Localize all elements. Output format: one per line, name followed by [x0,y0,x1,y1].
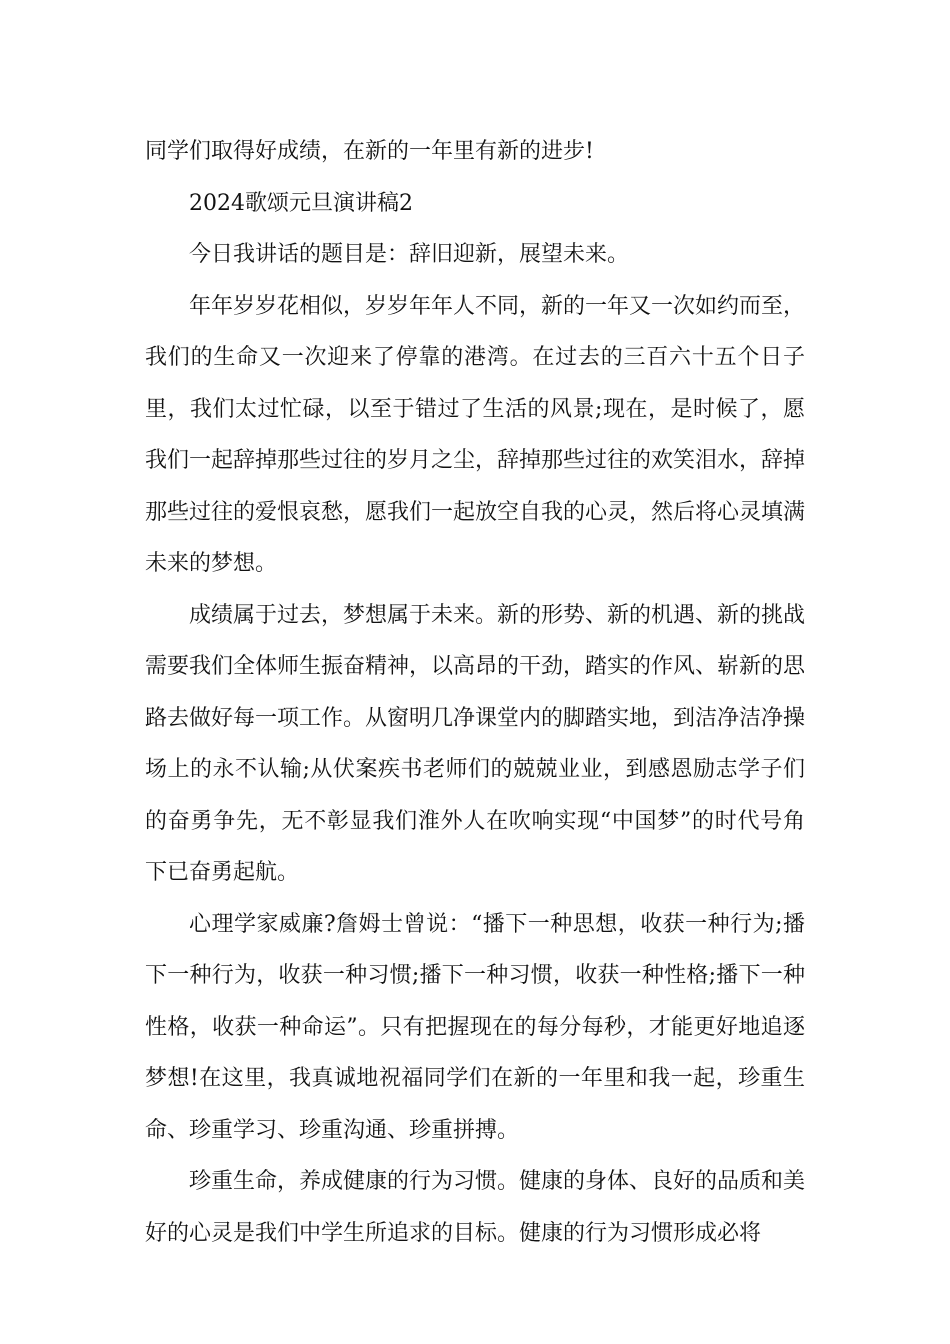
paragraph-topic: 今日我讲话的题目是：辞旧迎新，展望未来。 [189,242,630,267]
continuation-paragraph: 同学们取得好成绩，在新的一年里有新的进步! [145,139,594,164]
paragraph-new-year: 年年岁岁花相似，岁岁年年人不同，新的一年又一次如约而至，我们的生命又一次迎来了停靠的港湾。在过去的三百六十五个日子里，我们太过忙碌，以至于错过了生活的风景;现在，是时候了，愿我们一起辞掉那些过往的岁月之尘，辞掉那些过往的欢笑泪水，辞掉那些过往的爱恨哀愁，愿我们一起放空自我的心灵，然后将心灵填满未来的梦想。 [145,293,806,576]
paragraph-health: 珍重生命，养成健康的行为习惯。健康的身体、良好的品质和美好的心灵是我们中学生所追求的目标。健康的行为习惯形成必将 [145,1169,806,1246]
speech-title: 2024歌颂元旦演讲稿2 [189,190,413,216]
document-page [145,126,805,1259]
paragraph-quote: 心理学家威廉?詹姆士曾说：“播下一种思想，收获一种行为;播下一种行为，收获一种习惯;播下一种习惯，收获一种性格;播下一种性格，收获一种命运”。只有把握现在的每分每秒，才能更好地追逐梦想!在这里，我真诚地祝福同学们在新的一年里和我一起，珍重生命、珍重学习、珍重沟通、珍重拼搏。 [145,911,805,1143]
paragraph-dreams: 成绩属于过去，梦想属于未来。新的形势、新的机遇、新的挑战需要我们全体师生振奋精神，以高昂的干劲，踏实的作风、崭新的思路去做好每一项工作。从窗明几净课堂内的脚踏实地，到洁净洁净操场上的永不认输;从伏案疾书老师们的兢兢业业，到感恩励志学子们的奋勇争先，无不彰显我们淮外人在吹响实现“中国梦”的时代号角下已奋勇起航。 [145,602,806,885]
